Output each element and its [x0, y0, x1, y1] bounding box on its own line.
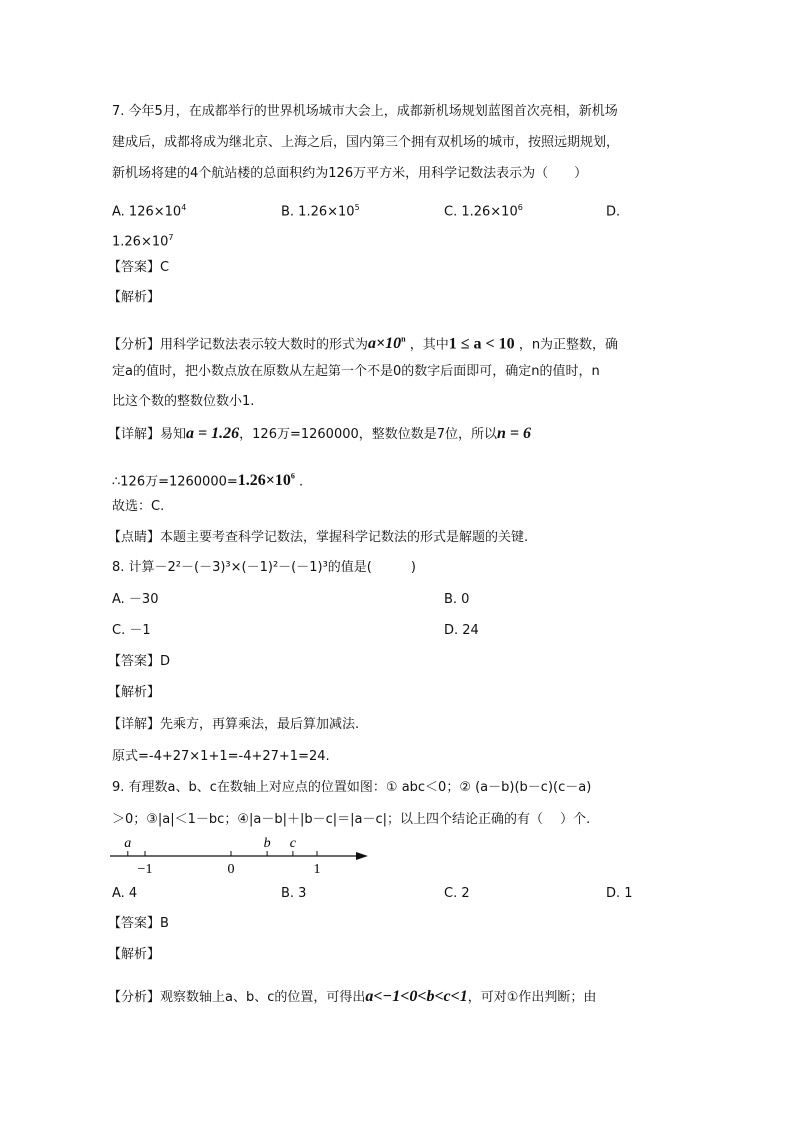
q8-analysis-heading: 【解析】: [108, 685, 161, 700]
q7-option-d: D.: [606, 204, 621, 220]
q8-option-d: D. 24: [444, 623, 479, 638]
q7-analysis-heading: 【解析】: [108, 290, 161, 305]
q7-option-b: B. $1.26\times 10^5$: [281, 203, 360, 220]
q7-stem-line: 建成后，成都将成为继北京、上海之后，国内第三个拥有双机场的城市，按照远期规划，: [112, 135, 620, 150]
q8-answer: 【答案】D: [108, 654, 171, 669]
q7-fenxi-line: 【分析】用科学记数法表示较大数时的形式为$a\times 10^n$ ，其中1 ≤ a < 10 ，n为正整数，确: [108, 335, 619, 353]
number-line-point-label: c: [289, 836, 297, 851]
q9-answer: 【答案】B: [108, 916, 169, 931]
number-line-tick-label: 0: [227, 862, 235, 876]
number-line-tick-label: −1: [137, 862, 153, 876]
number-line-point-label: b: [263, 836, 271, 851]
q9-fenxi: 【分析】观察数轴上a、b、c的位置，可得出a<−1<0<b<c<1，可对①作出判断；由: [108, 988, 597, 1005]
q7-dianjing: 【点睛】本题主要考查科学记数法，掌握科学记数法的形式是解题的关键.: [108, 530, 529, 545]
q9-stem-line: 9. 有理数a、b、c在数轴上对应点的位置如图：① abc＜0；② (a－b)(b－c)(c－a): [112, 780, 592, 795]
q8-option-c: C. －1: [112, 623, 151, 638]
q7-option-a: A. $126\times 10^4$: [112, 203, 187, 220]
number-line-point-label: a: [124, 836, 132, 851]
q7-stem-line: 新机场将建的4个航站楼的总面积约为126万平方米，用科学记数法表示为（ ）: [112, 166, 588, 181]
q9-option-a: A. 4: [112, 886, 138, 901]
q7-xiangjie-line: 【详解】易知a = 1.26，126万=1260000，整数位数是7位，所以n = 6: [108, 425, 532, 442]
q7-option-c: C. $1.26\times 10^6$: [444, 203, 523, 220]
q8-option-b: B. 0: [444, 592, 470, 607]
q8-option-a: A. －30: [112, 592, 159, 607]
q8-stem: 8. 计算－2²－(－3)³×(－1)²－(－1)³的值是( ): [112, 560, 416, 575]
number-line-tick-label: 1: [313, 862, 321, 876]
q7-fenxi-line: 定a的值时，把小数点放在原数从左起第一个不是0的数字后面即可，确定n的值时，n: [112, 364, 600, 379]
q8-formula: 原式=-4+27×1+1=-4+27+1=24.: [112, 749, 330, 764]
q9-option-b: B. 3: [281, 886, 307, 901]
q7-therefore-line: ∴126万$=1260000=1.26\times 10^6$ .: [112, 472, 304, 490]
q9-stem-line: ＞0；③|a|＜1－bc；④|a－b|＋|b－c|＝|a－c|；以上四个结论正确的有（ ）个.: [112, 812, 591, 827]
q7-option-d-value: $1.26\times 10^7$: [112, 233, 174, 250]
q9-option-c: C. 2: [444, 886, 470, 901]
q9-option-d: D. 1: [606, 886, 633, 901]
q7-answer: 【答案】C: [108, 260, 170, 275]
q7-stem-line: 7. 今年5月，在成都举行的世界机场城市大会上，成都新机场规划蓝图首次亮相，新机场: [112, 104, 618, 119]
q7-choose: 故选：C.: [112, 499, 165, 514]
q9-analysis-heading: 【解析】: [108, 947, 161, 962]
q7-fenxi-line: 比这个数的整数位数小1.: [112, 394, 255, 409]
number-line-arrow-icon: [356, 852, 368, 860]
number-line-figure: [110, 834, 380, 876]
q8-xiangjie: 【详解】先乘方，再算乘法，最后算加减法.: [108, 717, 360, 732]
